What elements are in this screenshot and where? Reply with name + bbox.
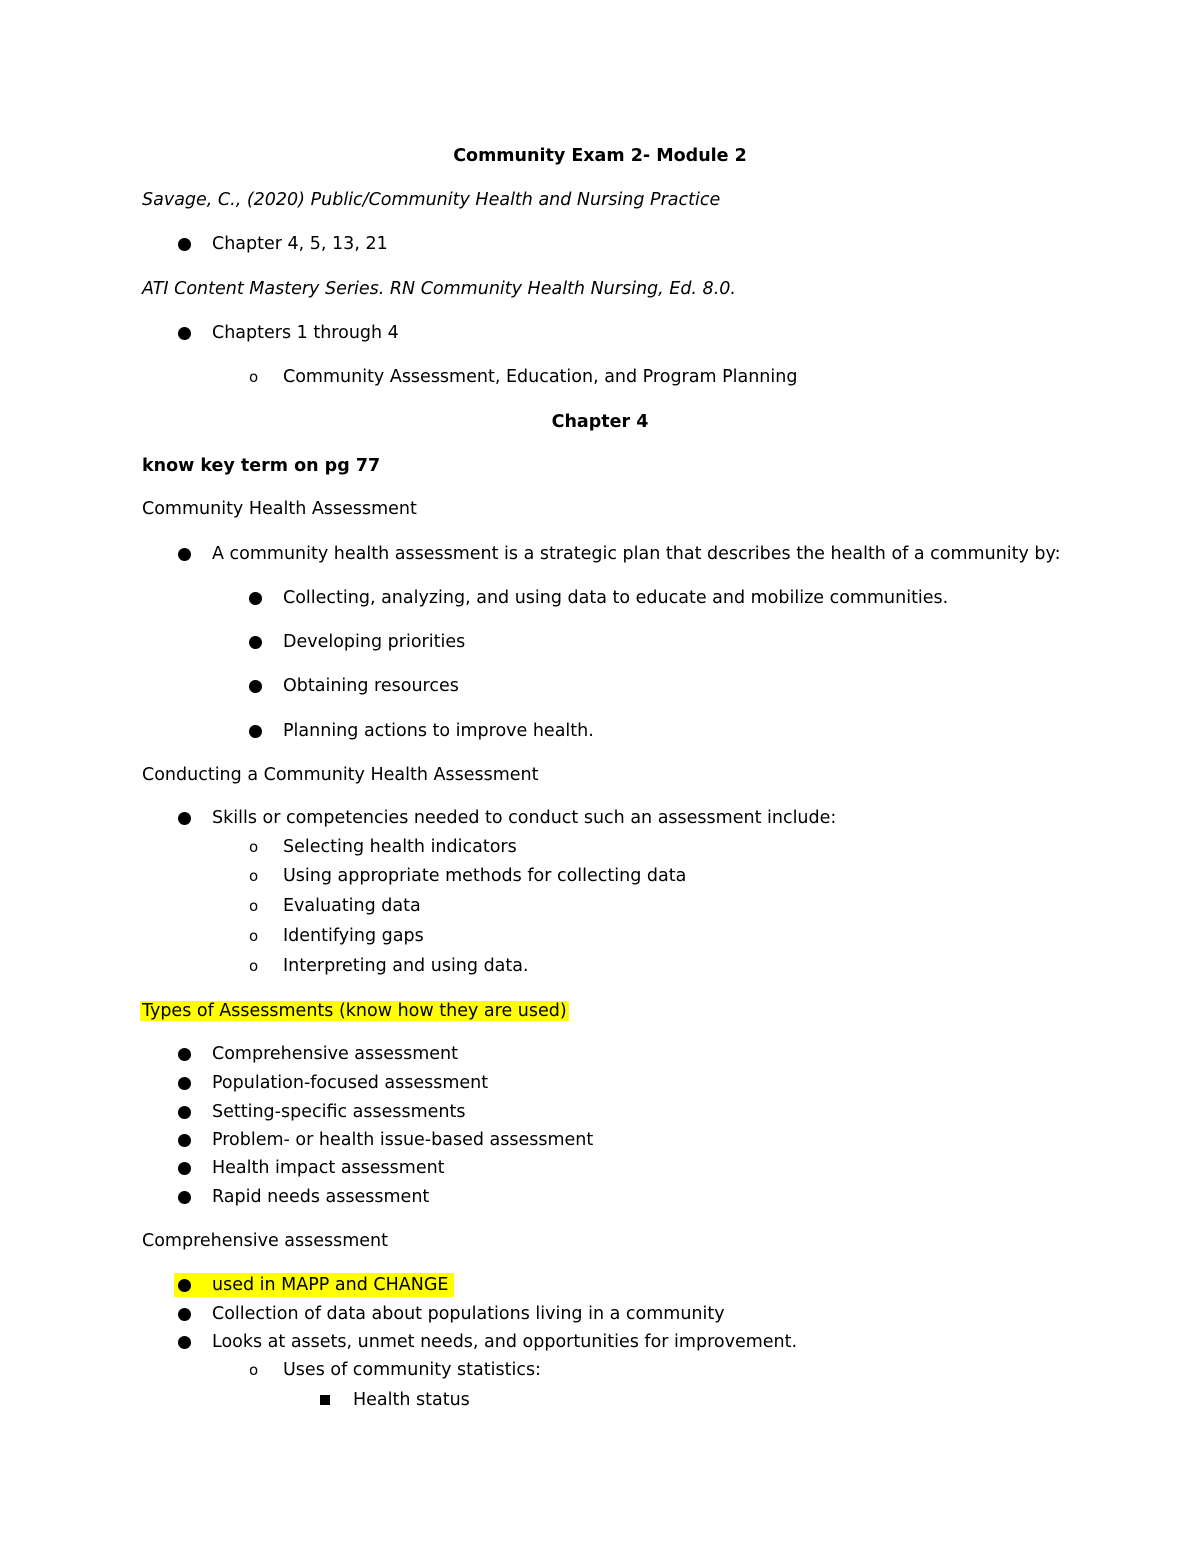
bullet-icon xyxy=(178,327,191,340)
bullet-icon xyxy=(249,636,262,649)
bullet-icon xyxy=(249,725,262,738)
bullet-icon xyxy=(178,1336,191,1349)
bullet-icon xyxy=(178,1191,191,1204)
circle-bullet-icon: o xyxy=(249,897,259,915)
key-term-note: know key term on pg 77 xyxy=(142,456,381,476)
circle-bullet-icon: o xyxy=(249,838,259,856)
document-page: Community Exam 2- Module 2 Savage, C., (2020) Public/Community Health and Nursing Practice Chapter 4, 5, 13, 21 ATI Content Mastery Series. RN Community Health Nursing, Ed. 8.0. Chapters 1 through 4 o Community Assessment, Education, and Program Planning Chapter 4 know key term on pg 77 Community Health Assessment A community health assessment is a strategic plan that describes the health of a community by: Collecting, analyzing, and using data to educate and mobilize communities. Developing priorities Obtaining resources Planning actions to improve health. Conducting a Community Health Assessment Skills or competencies needed to conduct such an assessment include: o Selecting health indicators o Using appropriate methods for collecting data o Evaluating data o Identifying gaps o Interpreting and using data. Types of Assessments (know how they are used) Comprehensive assessment Population-focused assessment Setting-specific assessments Problem- or health issue-based assessment Health impact assessment Rapid needs assessment Comprehensive assessment used in MAPP and CHANGE Collection of data about populations living in a community Looks at assets, unmet needs, and opportunities for improvement. o Uses of community statistics: Health status xyxy=(0,0,1200,1553)
bullet-icon xyxy=(178,812,191,825)
bullet-icon xyxy=(178,548,191,561)
circle-bullet-icon: o xyxy=(249,368,259,386)
circle-bullet-icon: o xyxy=(249,867,259,885)
section-heading-cha: Community Health Assessment xyxy=(142,499,417,519)
reference-ati: ATI Content Mastery Series. RN Community Health Nursing, Ed. 8.0. xyxy=(142,279,736,299)
bullet-icon xyxy=(178,1106,191,1119)
bullet-icon xyxy=(178,1048,191,1061)
reference-savage: Savage, C., (2020) Public/Community Health and Nursing Practice xyxy=(142,190,721,210)
bullet-icon xyxy=(249,592,262,605)
circle-bullet-icon: o xyxy=(249,1361,259,1379)
section-heading-comprehensive: Comprehensive assessment xyxy=(142,1231,388,1251)
circle-bullet-icon: o xyxy=(249,927,259,945)
bullet-icon xyxy=(178,1279,191,1292)
section-heading-conduct: Conducting a Community Health Assessment xyxy=(142,765,539,785)
section-heading-types xyxy=(142,999,569,1023)
highlight: Types of Assessments (know how they are used) xyxy=(142,1001,567,1021)
bullet-icon xyxy=(178,1308,191,1321)
bullet-icon xyxy=(178,1162,191,1175)
chapter-heading: Chapter 4 xyxy=(551,412,649,432)
bullet-icon xyxy=(249,680,262,693)
bullet-icon xyxy=(178,1134,191,1147)
square-bullet-icon xyxy=(320,1395,330,1405)
bullet-icon xyxy=(178,1077,191,1090)
circle-bullet-icon: o xyxy=(249,957,259,975)
bullet-icon xyxy=(178,238,191,251)
document-title: Community Exam 2- Module 2 xyxy=(453,146,747,166)
